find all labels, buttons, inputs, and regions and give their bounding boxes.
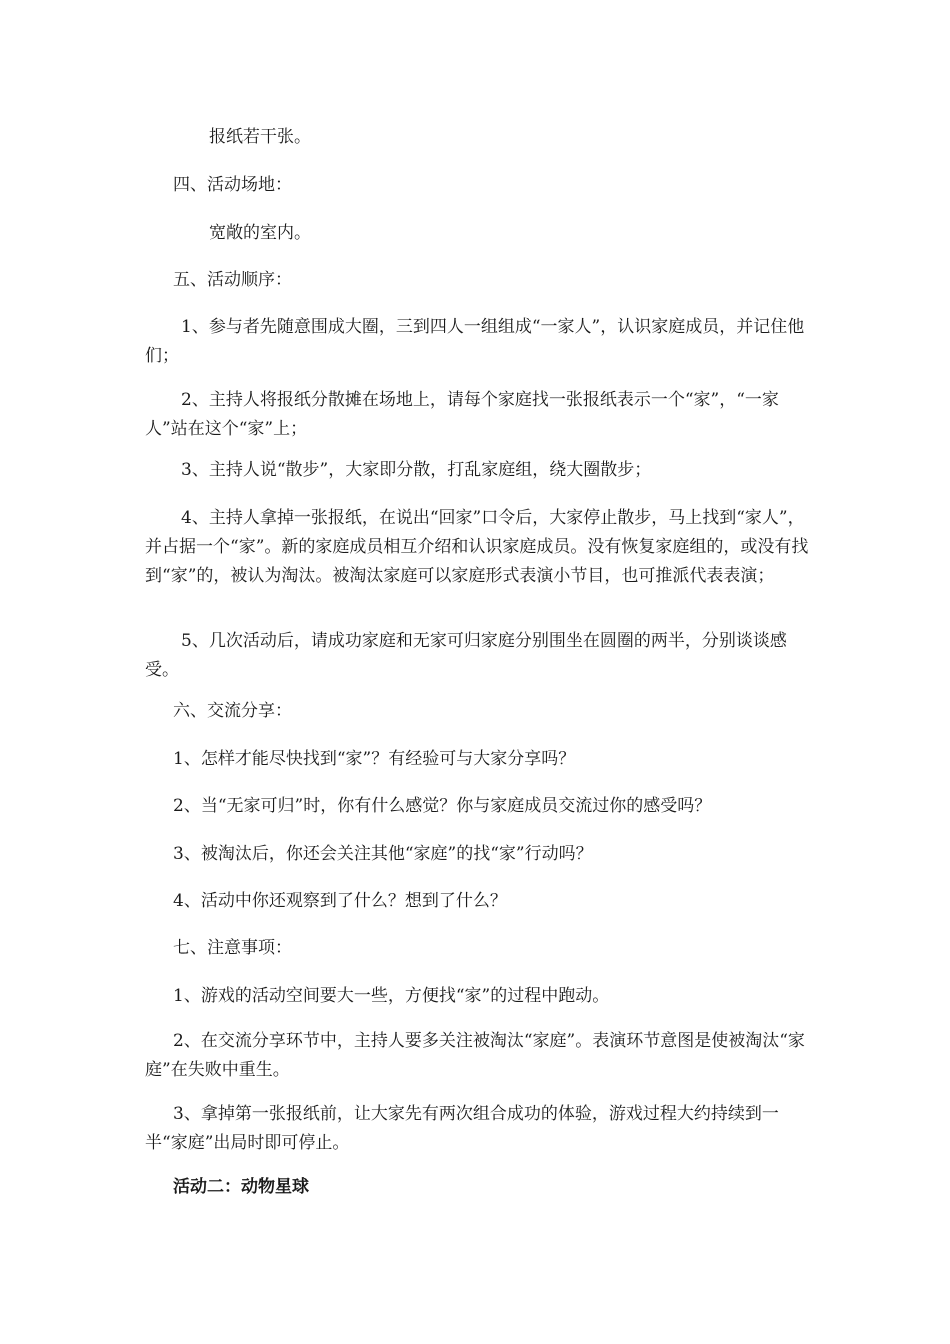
section5-step-5: 5、几次活动后，请成功家庭和无家可归家庭分别围坐在圆圈的两半，分别谈谈感受。 (145, 631, 787, 680)
section5-step-2: 2、主持人将报纸分散摊在场地上，请每个家庭找一张报纸表示一个“家”，“一家人”站在这个“家”上； (145, 390, 779, 439)
materials-item: 报纸若干张。 (209, 127, 311, 147)
section5-step-1: 1、参与者先随意围成大圈，三到四人一组组成“一家人”，认识家庭成员，并记住他们； (145, 317, 805, 366)
section6-item-4: 4、活动中你还观察到了什么？想到了什么？ (173, 891, 507, 911)
section7-item-3: 3、拿掉第一张报纸前，让大家先有两次组合成功的体验，游戏过程大约持续到一半“家庭”出局时即可停止。 (145, 1104, 779, 1153)
section5-heading: 五、活动顺序： (173, 270, 292, 290)
section4-body: 宽敞的室内。 (209, 223, 311, 243)
section6-heading: 六、交流分享： (173, 701, 292, 721)
section7-item-2: 2、在交流分享环节中，主持人要多关注被淘汰“家庭”。表演环节意图是使被淘汰“家庭”在失败中重生。 (145, 1031, 805, 1080)
section5-step-3: 3、主持人说“散步”，大家即分散，打乱家庭组，绕大圈散步； (181, 460, 652, 480)
section5-step-4: 4、主持人拿掉一张报纸，在说出“回家”口令后，大家停止散步，马上找到“家人”，并占据一个“家”。新的家庭成员相互介绍和认识家庭成员。没有恢复家庭组的，或没有找到“家”的，被认为淘汰。被淘汰家庭可以家庭形式表演小节目，也可推派代表表演； (145, 508, 809, 586)
section7-item-1: 1、游戏的活动空间要大一些，方便找“家”的过程中跑动。 (173, 986, 610, 1006)
section6-item-2: 2、当“无家可归”时，你有什么感觉？你与家庭成员交流过你的感受吗？ (173, 796, 712, 816)
section6-item-3: 3、被淘汰后，你还会关注其他“家庭”的找“家”行动吗？ (173, 844, 593, 864)
section6-item-1: 1、怎样才能尽快找到“家”？有经验可与大家分享吗？ (173, 749, 576, 769)
section4-heading: 四、活动场地： (173, 175, 292, 195)
next-activity-heading: 活动二：动物星球 (173, 1177, 309, 1197)
section7-heading: 七、注意事项： (173, 938, 292, 958)
